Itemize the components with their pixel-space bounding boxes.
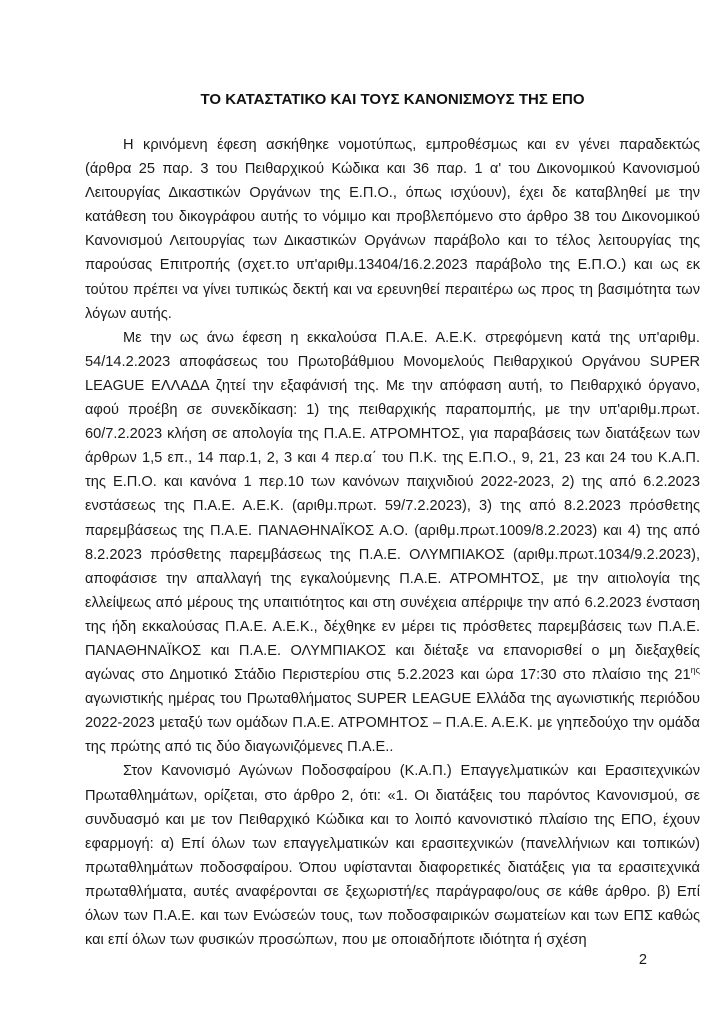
paragraph-appeal-text: Με την ως άνω έφεση η εκκαλούσα Π.Α.Ε. Α.Ε.Κ. στρεφόμενη κατά της υπ'αριθμ. 54/14.2.2023 αποφάσεως του Πρωτοβάθμιου Μονομελούς Πειθαρχικού Οργάνου SUPER LEAGUE ΕΛΛΑΔΑ ζητεί την εξαφάνισή της. Με την απόφαση αυτή, το Πειθαρχικό όργανο, αφού προέβη σε συνεκδίκαση: 1) της πειθαρχικής παραπομπής, με την υπ'αριθμ.πρωτ. 60/7.2.2023 κλήση σε απολογία της Π.Α.Ε. ΑΤΡΟΜΗΤΟΣ, για παραβάσεις των διατάξεων των άρθρων 1,5 επ., 14 παρ.1, 2, 3 και 4 περ.α΄ του Π.Κ. της Ε.Π.Ο., 9, 21, 23 και 24 του Κ.Α.Π. της Ε.Π.Ο. και κανόνα 1 περ.10 των κανόνων παιχνιδιού 2022-2023, 2) της από 6.2.2023 ενστάσεως της Π.Α.Ε. Α.Ε.Κ. (αριθμ.πρωτ. 59/7.2.2023), 3) της από 8.2.2023 πρόσθετης παρεμβάσεως της Π.Α.Ε. ΠΑΝΑΘΗΝΑΪΚΟΣ Α.Ο. (αριθμ.πρωτ.1009/8.2.2023) και 4) της από 8.2.2023 πρόσθετης παρεμβάσεως της Π.Α.Ε. ΟΛΥΜΠΙΑΚΟΣ (αριθμ.πρωτ.1034/9.2.2023), αποφάσισε την απαλλαγή της εγκαλούμενης Π.Α.Ε. ΑΤΡΟΜΗΤΟΣ, με την αιτιολογία της ελλείψεως από μέρους της υπαιτιότητος και στη συνέχεια απέρριψε την από 6.2.2023 ένσταση της ήδη εκκαλούσας Π.Α.Ε. Α.Ε.Κ., δέχθηκε εν μέρει τις πρόσθετες παρεμβάσεις των Π.Α.Ε. ΠΑΝΑΘΗΝΑΪΚΟΣ και Π.Α.Ε. ΟΛΥΜΠΙΑΚΟΣ και διέταξε να επανορισθεί ο μη διεξαχθείς αγώνας στο Δημοτικό Στάδιο Περιστερίου στις 5.2.2023 και ώρα 17:30 στο πλαίσιο της 21 [85,329,700,684]
page-number: 2 [638,952,647,968]
paragraph-appeal-summary [85,326,700,760]
paragraph-regulation-quote: Στον Κανονισμό Αγώνων Ποδοσφαίρου (Κ.Α.Π.) Επαγγελματικών και Ερασιτεχνικών Πρωταθλημάτων, ορίζεται, στο άρθρο 2, ότι: «1. Οι διατάξεις του παρόντος Κανονισμού, σε συνδυασμό και με τον Πειθαρχικό Κώδικα και το λοιπό κανονιστικό πλαίσιο της ΕΠΟ, έχουν εφαρμογή: α) Επί όλων των επαγγελματικών και ερασιτεχνικών (πανελλήνιων και τοπικών) πρωταθλημάτων ποδοσφαίρου. Όπου υφίστανται διαφορετικές διατάξεις για τα ερασιτεχνικά πρωταθλήματα, αυτές αναφέρονται σε ξεχωριστή/ες παράγραφο/ους σε κάθε άρθρο. β) Επί όλων των Π.Α.Ε. και των Ενώσεών τους, των ποδοσφαιρικών σωματείων και των ΕΠΣ καθώς και επί όλων των φυσικών προσώπων, που με οποιαδήποτε ιδιότητα ή σχέση [85,763,700,949]
ordinal-superscript: ης [690,665,700,676]
page-title: ΤΟ ΚΑΤΑΣΤΑΤΙΚΟ ΚΑΙ ΤΟΥΣ ΚΑΝΟΝΙΣΜΟΥΣ ΤΗΣ ΕΠΟ [200,91,585,108]
document-body [85,87,700,952]
paragraph-appeal-text-continued: αγωνιστικής ημέρας του Πρωταθλήματος SUPER LEAGUE Ελλάδα της αγωνιστικής περιόδου 2022-2023 μεταξύ των ομάδων Π.Α.Ε. ΑΤΡΟΜΗΤΟΣ – Π.Α.Ε. Α.Ε.Κ. με γηπεδούχο την ομάδα της πρώτης από τις δύο διαγωνιζόμενες Π.Α.Ε.. [85,691,700,756]
paragraph-admissibility: Η κρινόμενη έφεση ασκήθηκε νομοτύπως, εμπροθέσμως και εν γένει παραδεκτώς (άρθρα 25 παρ. 3 του Πειθαρχικού Κώδικα και 36 παρ. 1 α' του Δικονομικού Κανονισμού Λειτουργίας Δικαστικών Οργάνων της Ε.Π.Ο., όπως ισχύουν), έχει δε καταβληθεί με την κατάθεση του δικογράφου αυτής το νόμιμο και προβλεπόμενο στο άρθρο 38 του Δικονομικού Κανονισμού Λειτουργίας των Δικαστικών Οργάνων παράβολο και το τέλος λειτουργίας της παρούσας Επιτροπής (σχετ.το υπ'αριθμ.13404/16.2.2023 παράβολο της Ε.Π.Ο.) και ως εκ τούτου πρέπει να γίνει τυπικώς δεκτή και να ερευνηθεί περαιτέρω ως προς τη βασιμότητα των λόγων αυτής. [85,137,700,322]
